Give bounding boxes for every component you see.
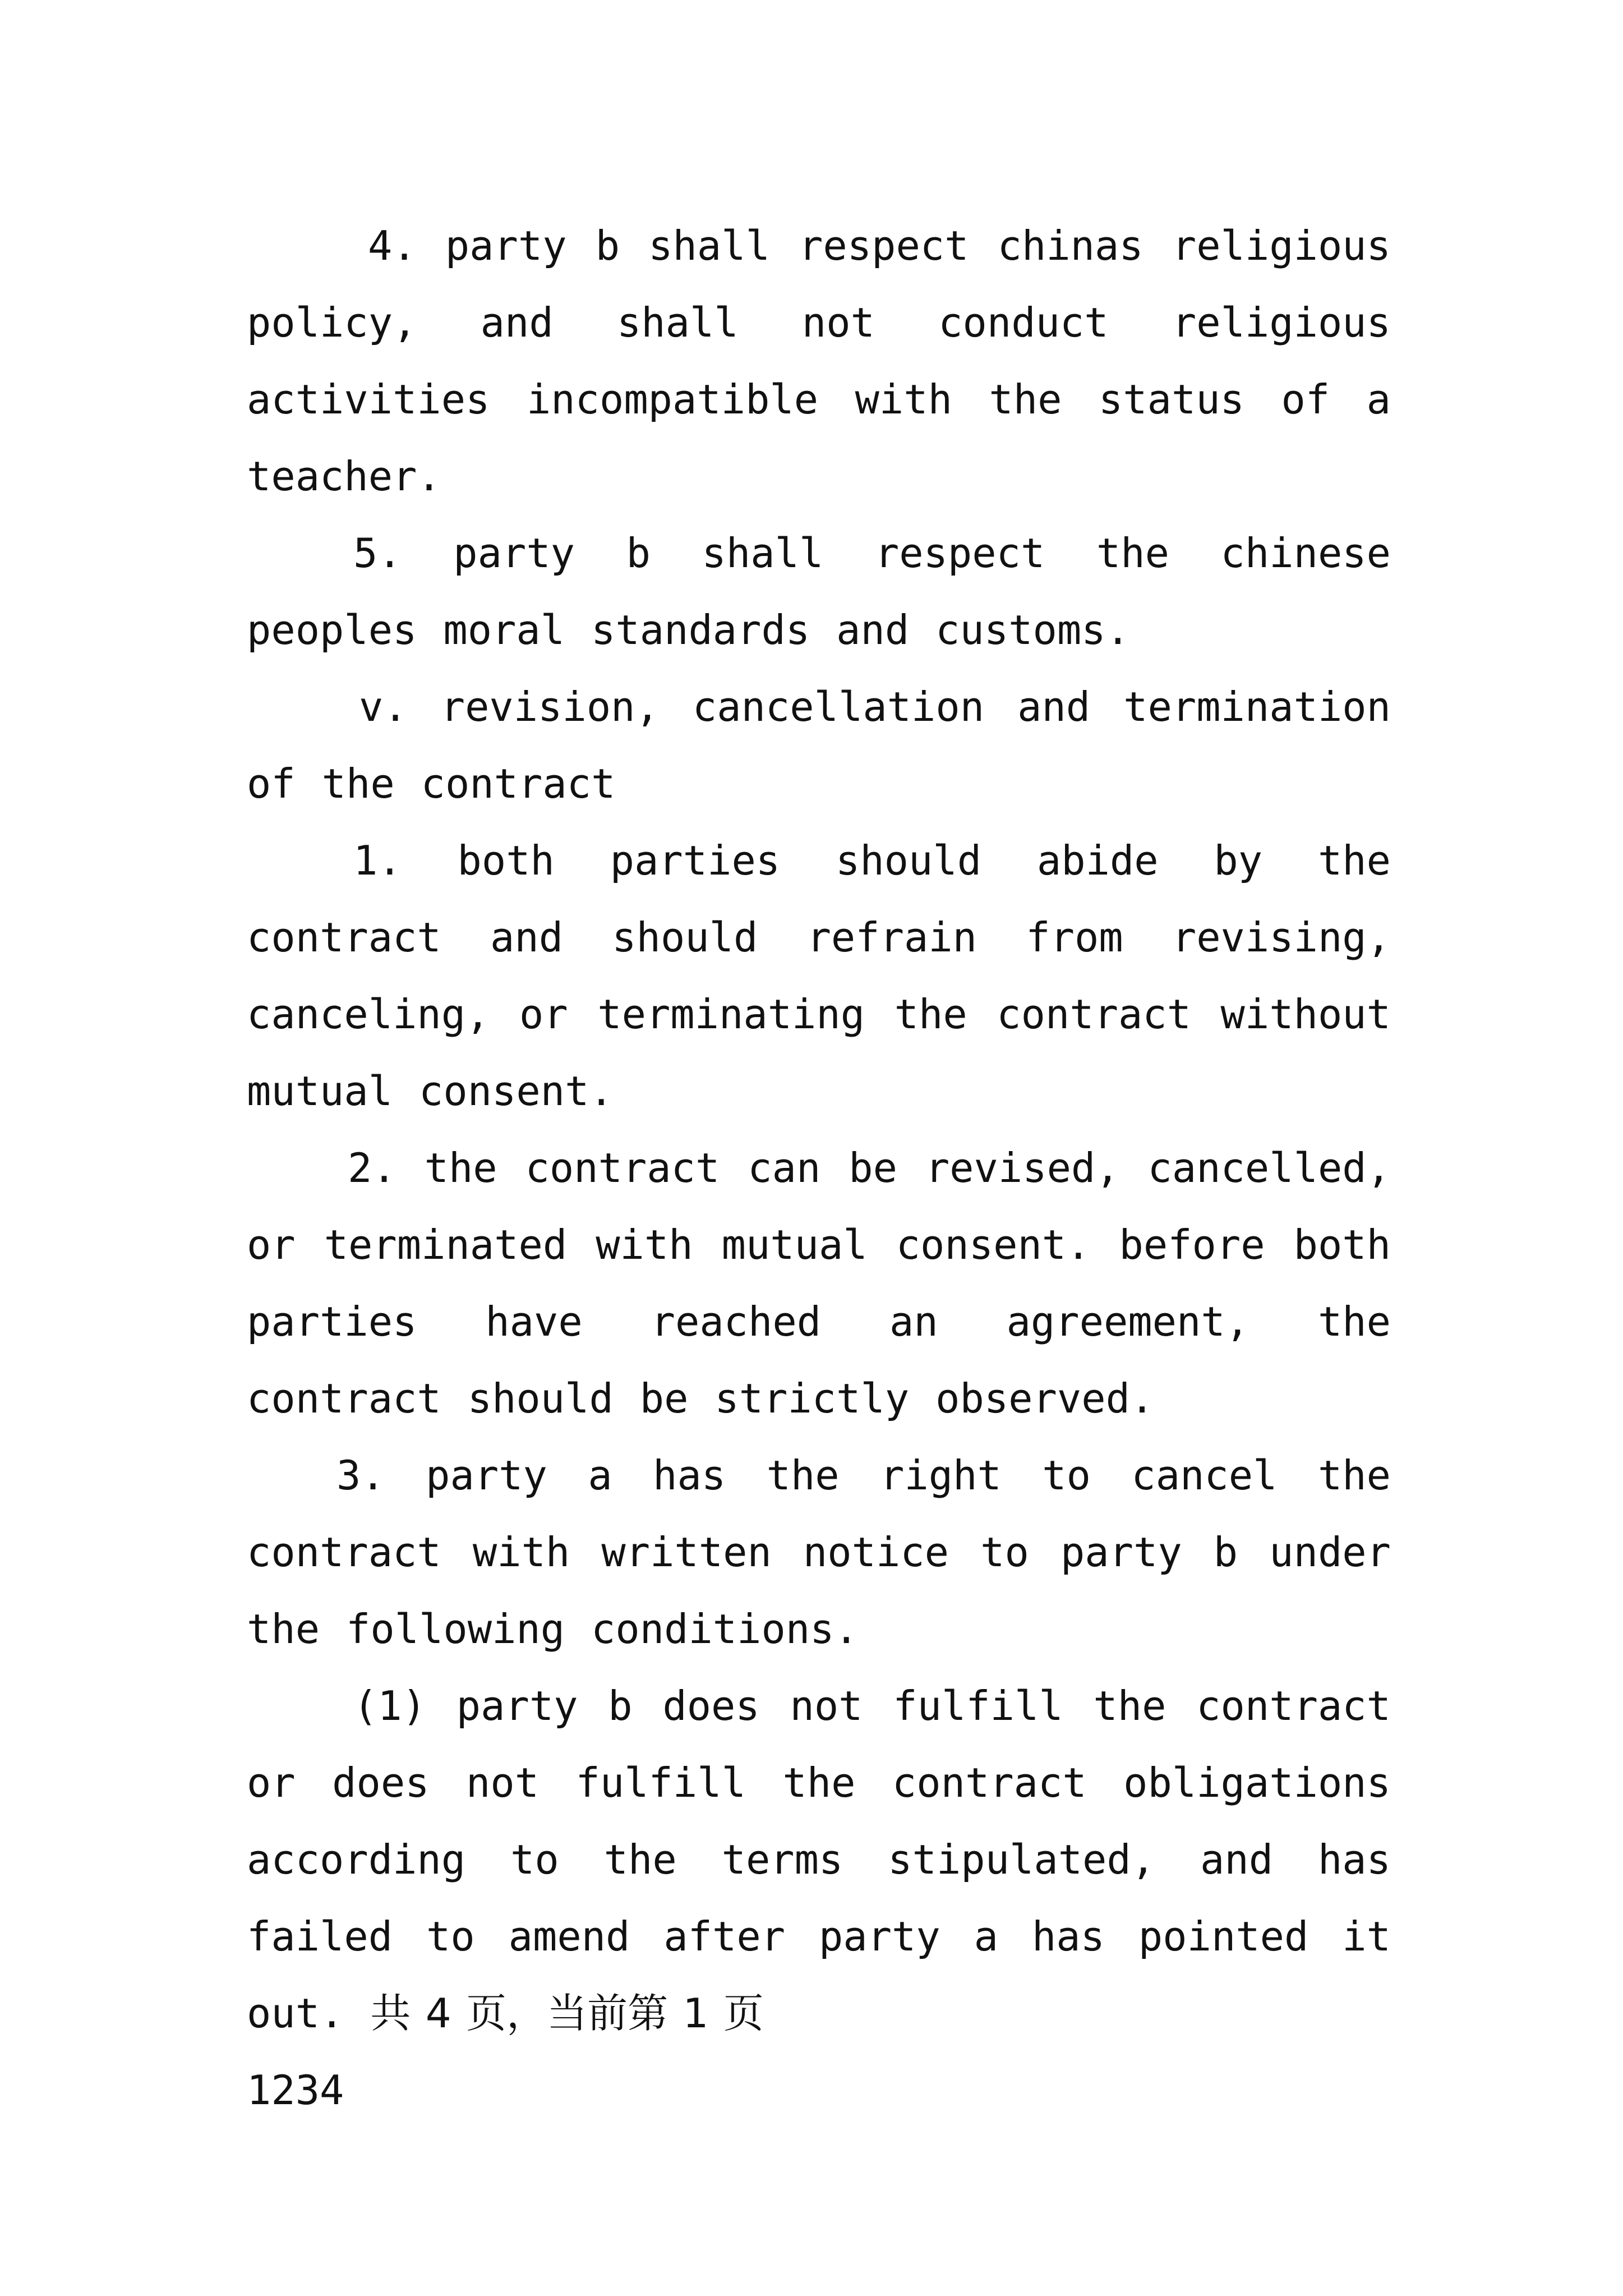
paragraph-religious-policy: 4. party b shall respect chinas religious policy, and shall not conduct religious activities incompatible with the status of a teacher. (247, 222, 1391, 500)
paragraph-moral-standards: 5. party b shall respect the chinese peoples moral standards and customs. (247, 530, 1391, 654)
paragraph-condition-1-text: (1) party b does not fulfill the contract or does not fulfill the contract obligations according to the terms stipulated, and has failed to amend after party a has pointed it out. (247, 1682, 1391, 2037)
section-heading-revision: v. revision, cancellation and termination of the contract (247, 683, 1391, 807)
page-numbers: 1234 (247, 2067, 344, 2114)
paragraph-right-to-cancel: 3. party a has the right to cancel the contract with written notice to party b under the following conditions. (247, 1452, 1391, 1653)
paragraph-abide-contract: 1. both parties should abide by the contract and should refrain from revising, canceling, or terminating the contract without mutual consent. (247, 837, 1391, 1115)
document-body (247, 208, 1391, 2129)
paragraph-mutual-consent: 2. the contract can be revised, cancelled, or terminated with mutual consent. before both parties have reached an agreement, the contract should be strictly observed. (247, 1144, 1391, 1422)
page-info: 共 4 页，当前第 1 页 (370, 1990, 764, 2037)
paragraph-condition-1 (247, 1668, 1391, 2052)
